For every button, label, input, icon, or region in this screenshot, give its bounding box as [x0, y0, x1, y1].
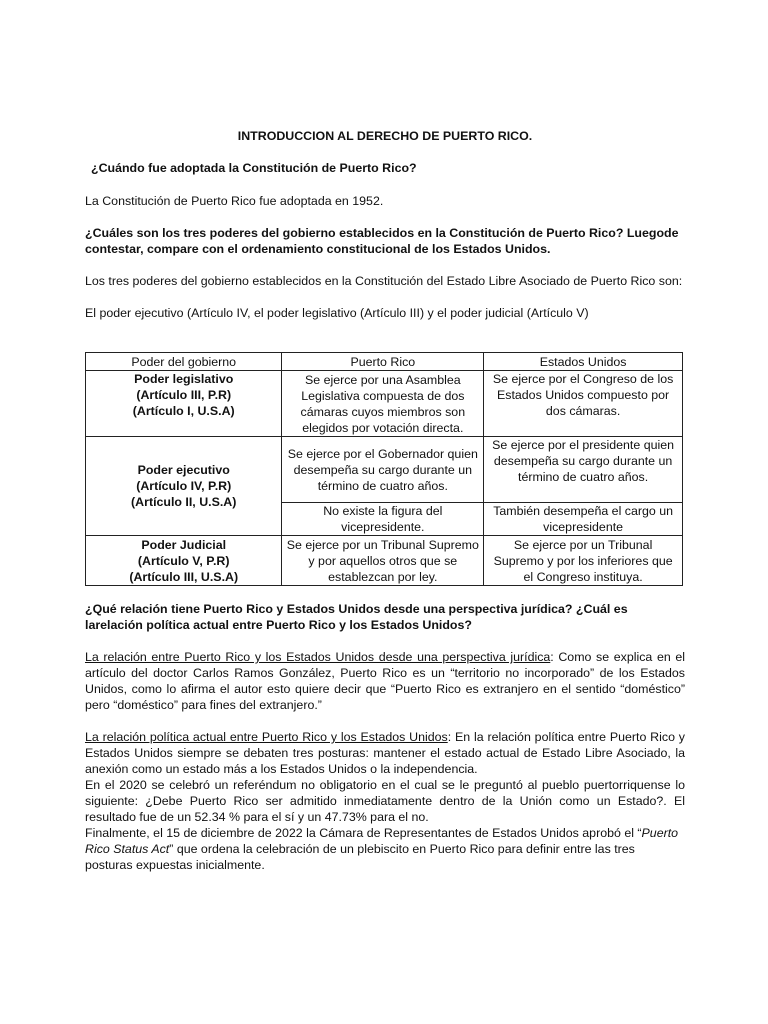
table-row	[86, 371, 683, 437]
cell-ejecutivo-us-2: También desempeña el cargo un vicepresidente	[484, 503, 683, 536]
question-1: ¿Cuándo fue adoptada la Constitución de Puerto Rico?	[91, 161, 417, 175]
answer-2-list: El poder ejecutivo (Artículo IV, el poder legislativo (Artículo III) y el poder judicial (Artículo V)	[85, 306, 589, 320]
table-header: Estados Unidos	[484, 353, 683, 371]
question-2: ¿Cuáles son los tres poderes del gobierno establecidos en la Constitución de Puerto Rico? Luegode contestar, compare con el ordenamiento constitucional de los Estados Unidos.	[85, 226, 679, 256]
paragraph-status-act	[85, 825, 685, 873]
table-header: Poder del gobierno	[86, 353, 282, 371]
paragraph-politica-body: : En la relación política entre Puerto Rico y Estados Unidos siempre se debaten tres posturas: mantener el estado actual de Estado Libre Asociado, la anexión como un estado más a los Estados Unidos o la independencia.	[85, 730, 685, 776]
cell-judicial-us: Se ejerce por un Tribunal Supremo y por los inferiores que el Congreso instituya.	[484, 536, 683, 586]
paragraph-juridica	[85, 649, 685, 713]
cell-ejecutivo-pr-2: No existe la figura del vicepresidente.	[282, 503, 484, 536]
paragraph-referendum: En el 2020 se celebró un referéndum no obligatorio en el cual se le preguntó al pueblo puertorriquense lo siguiente: ¿Debe Puerto Rico ser admitido inmediatamente dentro de la Unión como un Estado?. El resultado fue de un 52.34 % para el sí y un 47.73% para el no.	[85, 778, 685, 824]
paragraph-politica-heading: La relación política actual entre Puerto Rico y los Estados Unidos	[85, 730, 448, 744]
table-header-row	[86, 353, 683, 371]
cell-judicial-pr: Se ejerce por un Tribunal Supremo y por aquellos otros que se establezcan por ley.	[282, 536, 484, 586]
cell-ejecutivo-pr: Se ejerce por el Gobernador quien desempeña su cargo durante un término de cuatro años.	[282, 437, 484, 503]
row-label-legislativo: Poder legislativo (Artículo III, P.R) (Artículo I, U.S.A)	[86, 371, 282, 437]
cell-legislativo-pr: Se ejerce por una Asamblea Legislativa compuesta de dos cámaras cuyos miembros son elegidos por votación directa.	[282, 371, 484, 437]
paragraph-juridica-heading: La relación entre Puerto Rico y los Estados Unidos desde una perspectiva jurídica	[85, 650, 551, 664]
comparison-table	[85, 352, 683, 586]
table-row	[86, 536, 683, 586]
cell-ejecutivo-us: Se ejerce por el presidente quien desempeña su cargo durante un término de cuatro años.	[484, 437, 683, 503]
status-act-text-b: ” que ordena la celebración de un plebiscito en Puerto Rico para definir entre las tres posturas expuestas inicialmente.	[85, 842, 635, 872]
question-3: ¿Qué relación tiene Puerto Rico y Estados Unidos desde una perspectiva jurídica? ¿Cuál es larelación política actual entre Puerto Rico y los Estados Unidos?	[85, 602, 628, 632]
row-label-judicial: Poder Judicial (Artículo V, P.R) (Artículo III, U.S.A)	[86, 536, 282, 586]
table-row	[86, 437, 683, 503]
document-title: INTRODUCCION AL DERECHO DE PUERTO RICO.	[237, 129, 533, 143]
answer-2-intro: Los tres poderes del gobierno establecidos en la Constitución del Estado Libre Asociado de Puerto Rico son:	[85, 274, 683, 288]
cell-legislativo-us: Se ejerce por el Congreso de los Estados Unidos compuesto por dos cámaras.	[484, 371, 683, 437]
answer-1: La Constitución de Puerto Rico fue adoptada en 1952.	[85, 194, 384, 208]
table-header: Puerto Rico	[282, 353, 484, 371]
paragraph-juridica-body: : Como se explica en el artículo del doctor Carlos Ramos González, Puerto Rico es un “territorio no incorporado” de los Estados Unidos, como lo afirma el autor esto quiere decir que “Puerto Rico es extranjero en el sentido “doméstico” pero “doméstico” para fines del extranjero.”	[85, 650, 685, 712]
status-act-text-a: Finalmente, el 15 de diciembre de 2022 la Cámara de Representantes de Estados Unidos aprobó el “	[85, 826, 642, 840]
status-act-name: Puerto Rico Status Act	[85, 826, 679, 856]
paragraph-politica	[85, 729, 685, 777]
row-label-ejecutivo: Poder ejecutivo (Artículo IV, P.R) (Artículo II, U.S.A)	[86, 437, 282, 536]
